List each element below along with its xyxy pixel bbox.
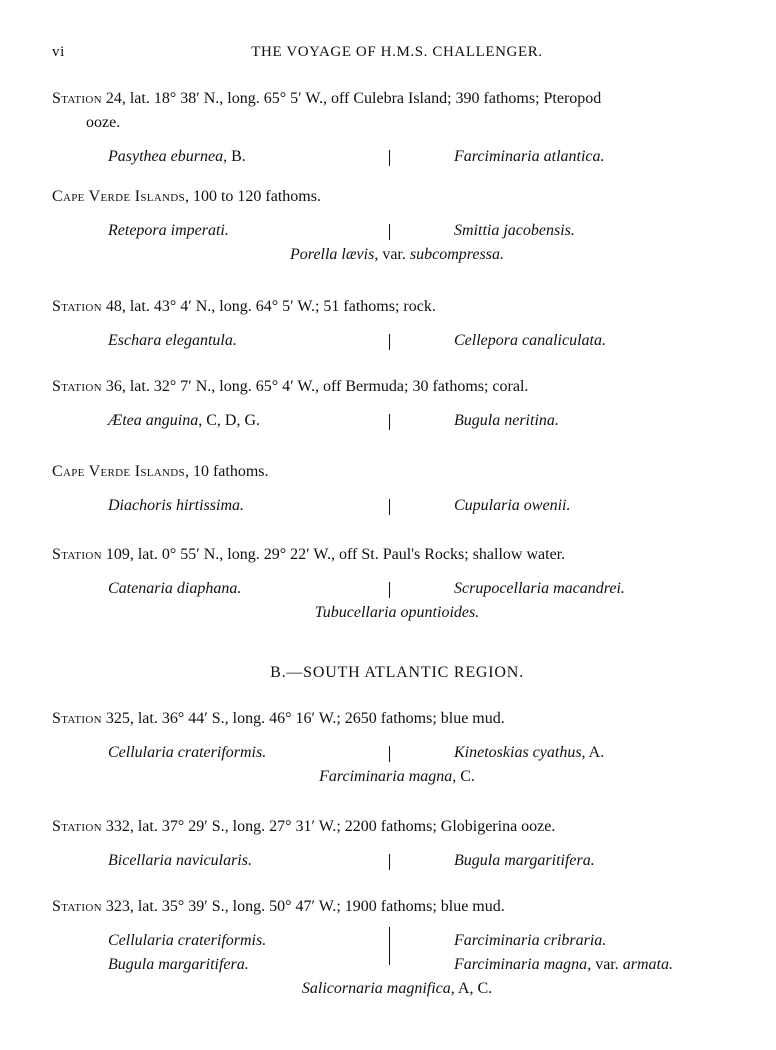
species-centered: Farciminaria magna, C. — [319, 768, 475, 785]
station-details: , 10 fathoms. — [184, 463, 269, 480]
station-details: 332, lat. 37° 29′ S., long. 27° 31′ W.; 2200 fathoms; Globigerina ooze. — [101, 818, 556, 835]
species-row — [52, 329, 742, 353]
station-label: Station — [52, 90, 102, 107]
species-row — [52, 577, 742, 601]
column-divider — [389, 854, 390, 870]
running-title: THE VOYAGE OF H.M.S. CHALLENGER. — [251, 44, 543, 60]
species-right: Cupularia owenii. — [454, 497, 571, 514]
station-details: 48, lat. 43° 4′ N., long. 64° 5′ W.; 51 fathoms; rock. — [101, 298, 436, 315]
species-left: Diachoris hirtissima. — [108, 497, 245, 514]
species-row — [52, 953, 742, 977]
species-row — [52, 145, 742, 169]
station-label: Station — [52, 298, 102, 315]
column-divider — [389, 334, 390, 350]
species-left: Ætea anguina, C, D, G. — [108, 412, 260, 429]
station-entry — [52, 815, 742, 873]
station-entry — [52, 707, 742, 789]
station-line — [52, 815, 742, 839]
station-label: Station — [52, 378, 102, 395]
station-label: Station — [52, 546, 102, 563]
page-number: vi — [52, 44, 65, 60]
column-divider — [389, 746, 390, 762]
column-divider — [389, 414, 390, 430]
species-row — [52, 494, 742, 518]
station-line — [52, 295, 742, 319]
species-row — [52, 741, 742, 765]
section-heading: B.—SOUTH ATLANTIC REGION. — [270, 664, 524, 681]
running-header — [52, 44, 742, 68]
station-label: Station — [52, 818, 102, 835]
station-details: 323, lat. 35° 39′ S., long. 50° 47′ W.; 1900 fathoms; blue mud. — [101, 898, 505, 915]
station-line — [52, 707, 742, 731]
station-details: 325, lat. 36° 44′ S., long. 46° 16′ W.; 2650 fathoms; blue mud. — [101, 710, 505, 727]
station-entry — [52, 87, 742, 169]
species-right: Kinetoskias cyathus, A. — [454, 744, 605, 761]
station-details: 24, lat. 18° 38′ N., long. 65° 5′ W., off Culebra Island; 390 fathoms; Pteropod — [101, 90, 602, 107]
station-label: Station — [52, 898, 102, 915]
station-entry — [52, 460, 742, 518]
station-entry — [52, 185, 742, 267]
station-line — [52, 895, 742, 919]
station-line — [52, 543, 742, 567]
species-centered: Salicornaria magnifica, A, C. — [301, 980, 493, 997]
species-centered: Tubucellaria opuntioides. — [314, 604, 480, 621]
species-centered: Porella lævis, var. subcompressa. — [290, 246, 504, 263]
column-divider — [389, 150, 390, 166]
station-details: , 100 to 120 fathoms. — [184, 188, 321, 205]
species-right: Scrupocellaria macandrei. — [454, 580, 625, 597]
column-divider — [389, 582, 390, 598]
species-row — [52, 929, 742, 953]
species-left: Cellularia crateriformis. — [108, 744, 267, 761]
species-right: Farciminaria magna, var. armata. — [454, 956, 673, 973]
station-line — [52, 460, 742, 484]
station-label: Cape Verde Islands — [52, 188, 185, 205]
station-details: 109, lat. 0° 55′ N., long. 29° 22′ W., off St. Paul's Rocks; shallow water. — [101, 546, 566, 563]
species-left: Bugula margaritifera. — [108, 956, 249, 973]
species-right: Cellepora canaliculata. — [454, 332, 606, 349]
species-row — [52, 409, 742, 433]
station-entry — [52, 543, 742, 625]
column-divider — [389, 499, 390, 515]
station-details: 36, lat. 32° 7′ N., long. 65° 4′ W., off Bermuda; 30 fathoms; coral. — [101, 378, 529, 395]
species-left: Retepora imperati. — [108, 222, 229, 239]
species-left: Eschara elegantula. — [108, 332, 237, 349]
station-entry — [52, 375, 742, 433]
species-left: Cellularia crateriformis. — [108, 932, 267, 949]
species-left: Pasythea eburnea, B. — [108, 148, 246, 165]
species-row — [52, 219, 742, 243]
species-left: Catenaria diaphana. — [108, 580, 242, 597]
station-line — [52, 375, 742, 399]
species-row — [52, 849, 742, 873]
station-line — [52, 185, 742, 209]
station-line — [52, 87, 742, 111]
column-divider — [389, 224, 390, 240]
species-right: Farciminaria cribraria. — [454, 932, 607, 949]
station-entry — [52, 295, 742, 353]
station-label: Cape Verde Islands — [52, 463, 185, 480]
station-label: Station — [52, 710, 102, 727]
station-line-continued: ooze. — [86, 114, 121, 131]
species-right: Smittia jacobensis. — [454, 222, 575, 239]
station-entry — [52, 895, 742, 1001]
species-right: Bugula neritina. — [454, 412, 559, 429]
species-right: Bugula margaritifera. — [454, 852, 595, 869]
species-right: Farciminaria atlantica. — [454, 148, 605, 165]
species-left: Bicellaria navicularis. — [108, 852, 252, 869]
